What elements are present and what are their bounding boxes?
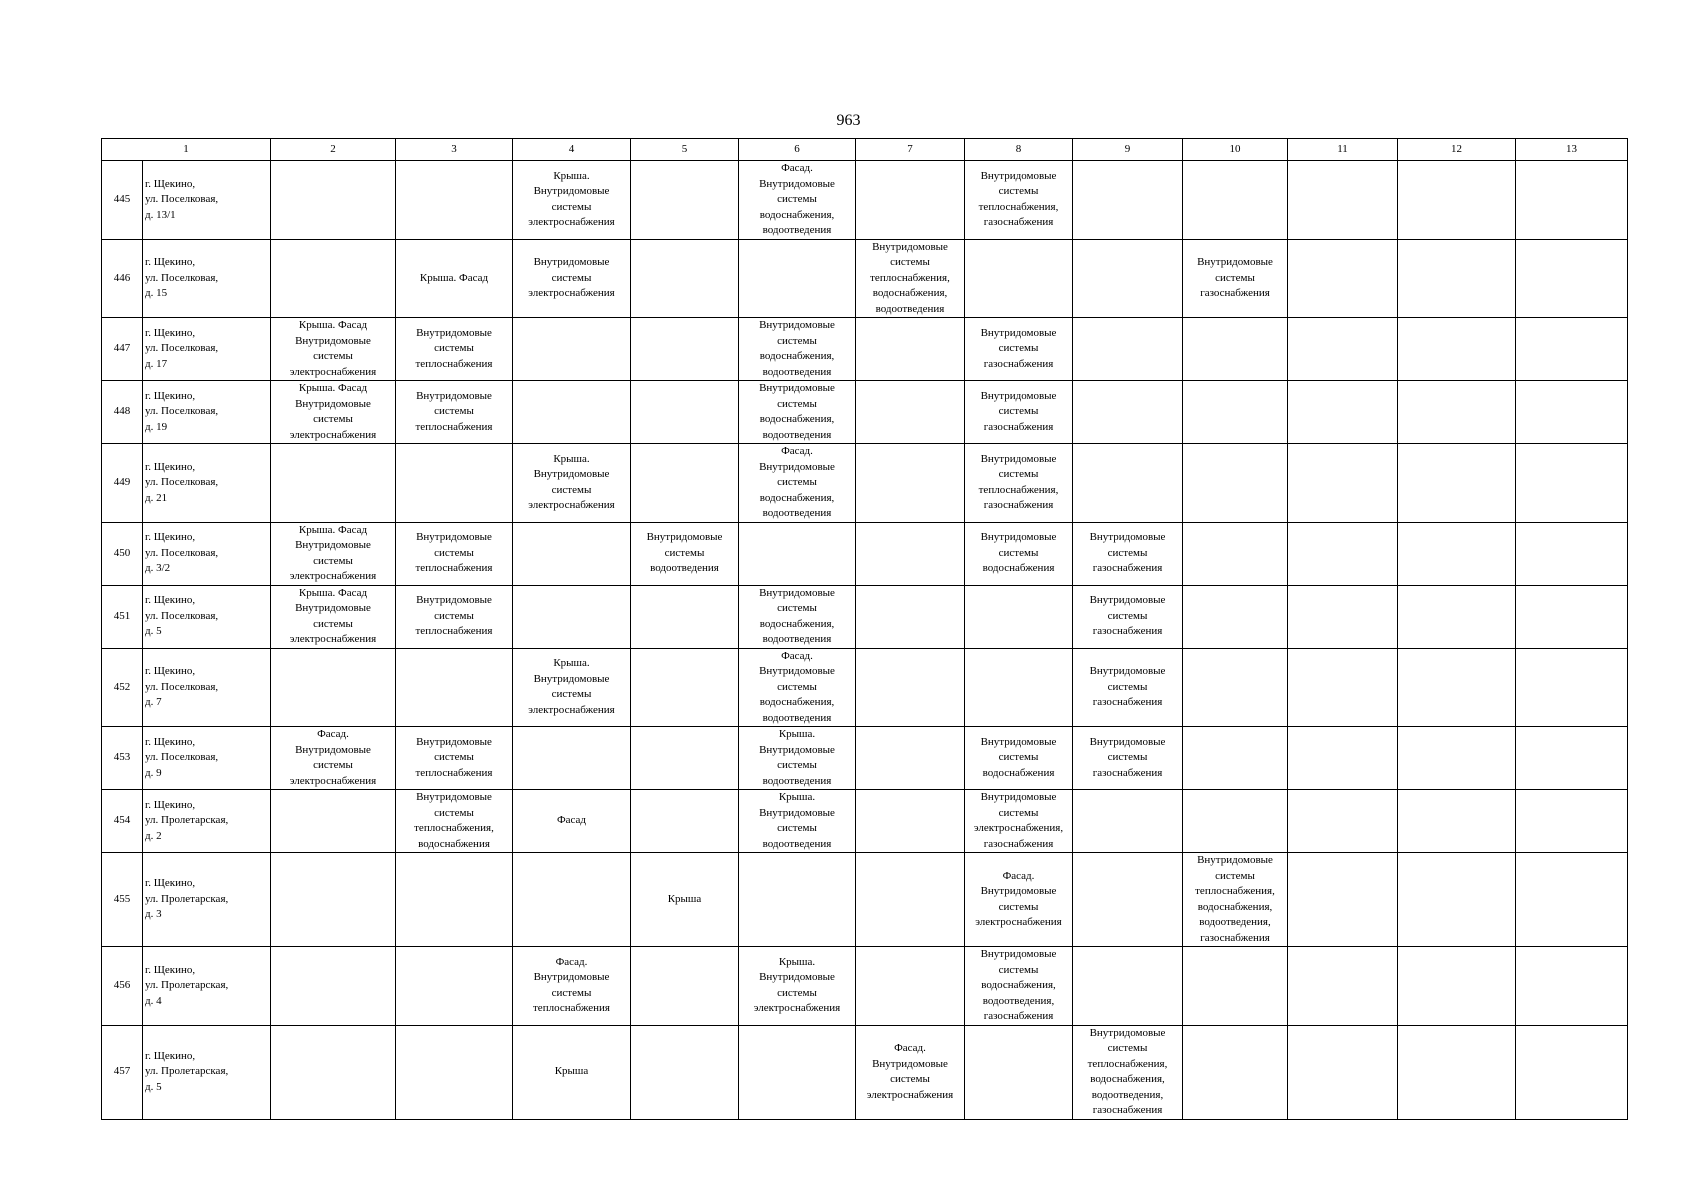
work-cell-col-13 — [1516, 790, 1628, 853]
work-cell-col-9 — [1073, 239, 1183, 318]
table-row — [102, 381, 1628, 444]
row-number: 451 — [102, 585, 143, 648]
row-number: 457 — [102, 1025, 143, 1119]
work-text: Внутридомовые системы газоснабжения — [1197, 256, 1273, 299]
work-cell-col-11 — [1288, 585, 1398, 648]
header-row — [102, 139, 1628, 161]
work-text: Крыша. Фасад Внутридомовые системы электроснабжения — [289, 382, 377, 441]
table-body — [102, 161, 1628, 1120]
address-text: г. Щекино, ул. Пролетарская, д. 4 — [145, 963, 229, 1007]
work-text: Крыша — [554, 1065, 589, 1078]
work-cell-col-13 — [1516, 381, 1628, 444]
address-text: г. Щекино, ул. Поселковая, д. 3/2 — [145, 531, 219, 575]
work-cell-col-13 — [1516, 522, 1628, 585]
address-cell — [143, 1025, 271, 1119]
work-cell-col-2 — [271, 727, 396, 790]
work-cell-col-9 — [1073, 585, 1183, 648]
work-cell-col-2 — [271, 1025, 396, 1119]
work-cell-col-7 — [856, 161, 965, 240]
work-cell-col-3 — [396, 853, 513, 947]
work-text: Внутридомовые системы теплоснабжения — [415, 326, 493, 370]
work-cell-col-9 — [1073, 444, 1183, 523]
row-number: 456 — [102, 947, 143, 1026]
work-cell-col-9 — [1073, 947, 1183, 1026]
row-number: 447 — [102, 318, 143, 381]
work-cell-col-6 — [739, 239, 856, 318]
work-cell-col-8 — [965, 522, 1073, 585]
table-row — [102, 1025, 1628, 1119]
work-cell-col-6 — [739, 585, 856, 648]
address-text: г. Щекино, ул. Поселковая, д. 21 — [145, 460, 219, 504]
work-cell-col-4 — [513, 522, 631, 585]
work-text: Крыша. Внутридомовые системы водоотведения — [759, 791, 835, 850]
work-cell-col-5 — [631, 947, 739, 1026]
address-text: г. Щекино, ул. Поселковая, д. 9 — [145, 735, 219, 779]
address-text: г. Щекино, ул. Пролетарская, д. 5 — [145, 1049, 229, 1093]
work-cell-col-12 — [1398, 444, 1516, 523]
work-cell-col-4 — [513, 239, 631, 318]
work-cell-col-12 — [1398, 790, 1516, 853]
work-cell-col-3 — [396, 1025, 513, 1119]
work-cell-col-9 — [1073, 648, 1183, 727]
work-cell-col-13 — [1516, 1025, 1628, 1119]
address-cell — [143, 790, 271, 853]
address-cell — [143, 947, 271, 1026]
work-text: Фасад. Внутридомовые системы электроснабжения — [866, 1042, 954, 1101]
work-text: Внутридомовые системы теплоснабжения, водоснабжения — [414, 791, 494, 850]
work-cell-col-3 — [396, 522, 513, 585]
work-cell-col-7 — [856, 522, 965, 585]
work-cell-col-6 — [739, 381, 856, 444]
work-cell-col-3 — [396, 585, 513, 648]
work-cell-col-10 — [1183, 318, 1288, 381]
column-header-4: 4 — [513, 139, 631, 161]
work-text: Крыша. Фасад Внутридомовые системы электроснабжения — [289, 319, 377, 378]
row-number: 446 — [102, 239, 143, 318]
work-cell-col-10 — [1183, 853, 1288, 947]
work-cell-col-6 — [739, 318, 856, 381]
work-cell-col-7 — [856, 381, 965, 444]
work-cell-col-8 — [965, 444, 1073, 523]
address-text: г. Щекино, ул. Поселковая, д. 17 — [145, 326, 219, 370]
work-cell-col-2 — [271, 239, 396, 318]
work-cell-col-12 — [1398, 648, 1516, 727]
work-text: Внутридомовые системы теплоснабжения — [415, 594, 493, 638]
work-cell-col-9 — [1073, 381, 1183, 444]
address-cell — [143, 161, 271, 240]
repair-schedule-table — [101, 138, 1628, 1120]
work-text: Внутридомовые системы теплоснабжения — [415, 735, 493, 779]
work-cell-col-9 — [1073, 161, 1183, 240]
work-cell-col-8 — [965, 1025, 1073, 1119]
work-cell-col-5 — [631, 853, 739, 947]
work-cell-col-8 — [965, 648, 1073, 727]
work-cell-col-8 — [965, 853, 1073, 947]
work-text: Фасад. Внутридомовые системы электроснабжения — [975, 869, 1062, 928]
work-cell-col-11 — [1288, 648, 1398, 727]
row-number: 449 — [102, 444, 143, 523]
work-cell-col-10 — [1183, 648, 1288, 727]
work-cell-col-3 — [396, 947, 513, 1026]
work-text: Крыша. Внутридомовые системы электроснабжения — [753, 955, 841, 1015]
work-cell-col-6 — [739, 444, 856, 523]
work-cell-col-4 — [513, 585, 631, 648]
work-text: Внутридомовые системы газоснабжения — [1089, 594, 1166, 638]
address-cell — [143, 585, 271, 648]
work-cell-col-6 — [739, 161, 856, 240]
work-cell-col-7 — [856, 790, 965, 853]
work-cell-col-5 — [631, 585, 739, 648]
work-text: Крыша — [667, 892, 702, 905]
work-cell-col-11 — [1288, 947, 1398, 1026]
table-row — [102, 318, 1628, 381]
work-cell-col-5 — [631, 318, 739, 381]
column-header-5: 5 — [631, 139, 739, 161]
work-text: Крыша. Внутридомовые системы электроснабжения — [528, 452, 615, 512]
address-text: г. Щекино, ул. Поселковая, д. 19 — [145, 389, 219, 433]
row-number: 445 — [102, 161, 143, 240]
row-number: 453 — [102, 727, 143, 790]
work-cell-col-5 — [631, 444, 739, 523]
column-header-8: 8 — [965, 139, 1073, 161]
address-text: г. Щекино, ул. Пролетарская, д. 3 — [145, 877, 229, 921]
work-cell-col-5 — [631, 1025, 739, 1119]
work-cell-col-8 — [965, 727, 1073, 790]
work-cell-col-12 — [1398, 318, 1516, 381]
table-row — [102, 444, 1628, 523]
work-cell-col-2 — [271, 947, 396, 1026]
address-cell — [143, 318, 271, 381]
work-cell-col-12 — [1398, 853, 1516, 947]
work-cell-col-7 — [856, 318, 965, 381]
work-text: Внутридомовые системы водоснабжения, водоотведения — [759, 586, 835, 645]
work-cell-col-11 — [1288, 239, 1398, 318]
column-header-3: 3 — [396, 139, 513, 161]
address-text: г. Щекино, ул. Поселковая, д. 13/1 — [145, 177, 219, 221]
table-row — [102, 161, 1628, 240]
work-cell-col-4 — [513, 444, 631, 523]
work-text: Внутридомовые системы теплоснабжения, водоснабжения, водоотведения, газоснабжения — [1087, 1026, 1168, 1116]
work-text: Внутридомовые системы теплоснабжения, водоснабжения, водоотведения, газоснабжения — [1195, 854, 1275, 944]
work-cell-col-3 — [396, 239, 513, 318]
work-cell-col-13 — [1516, 444, 1628, 523]
work-cell-col-4 — [513, 1025, 631, 1119]
work-cell-col-3 — [396, 648, 513, 727]
work-cell-col-10 — [1183, 790, 1288, 853]
work-cell-col-13 — [1516, 161, 1628, 240]
work-cell-col-3 — [396, 727, 513, 790]
work-cell-col-2 — [271, 318, 396, 381]
work-cell-col-13 — [1516, 648, 1628, 727]
address-cell — [143, 444, 271, 523]
address-cell — [143, 853, 271, 947]
work-cell-col-8 — [965, 161, 1073, 240]
work-cell-col-12 — [1398, 239, 1516, 318]
address-cell — [143, 522, 271, 585]
work-cell-col-8 — [965, 790, 1073, 853]
column-header-13: 13 — [1516, 139, 1628, 161]
work-cell-col-6 — [739, 522, 856, 585]
work-cell-col-5 — [631, 522, 739, 585]
address-text: г. Щекино, ул. Поселковая, д. 15 — [145, 256, 219, 299]
table-row — [102, 853, 1628, 947]
table-row — [102, 947, 1628, 1026]
work-cell-col-5 — [631, 239, 739, 318]
work-text: Внутридомовые системы теплоснабжения, газоснабжения — [978, 169, 1059, 229]
column-header-6: 6 — [739, 139, 856, 161]
work-text: Внутридомовые системы водоснабжения, водоотведения — [759, 382, 835, 441]
work-cell-col-12 — [1398, 947, 1516, 1026]
work-text: Внутридомовые системы газоснабжения — [1089, 735, 1166, 779]
work-cell-col-10 — [1183, 444, 1288, 523]
work-text: Внутридомовые системы водоснабжения, водоотведения — [759, 319, 835, 378]
work-cell-col-10 — [1183, 947, 1288, 1026]
table-row — [102, 585, 1628, 648]
work-text: Внутридомовые системы электроснабжения — [528, 256, 615, 299]
work-cell-col-8 — [965, 947, 1073, 1026]
work-cell-col-2 — [271, 444, 396, 523]
work-text: Внутридомовые системы водоснабжения — [980, 531, 1057, 575]
work-cell-col-6 — [739, 1025, 856, 1119]
work-cell-col-3 — [396, 381, 513, 444]
work-cell-col-5 — [631, 161, 739, 240]
work-text: Крыша. Фасад — [419, 271, 489, 284]
work-cell-col-5 — [631, 381, 739, 444]
work-cell-col-13 — [1516, 585, 1628, 648]
work-cell-col-5 — [631, 790, 739, 853]
work-cell-col-7 — [856, 648, 965, 727]
work-cell-col-12 — [1398, 1025, 1516, 1119]
work-cell-col-6 — [739, 727, 856, 790]
address-cell — [143, 239, 271, 318]
work-cell-col-4 — [513, 161, 631, 240]
work-cell-col-13 — [1516, 318, 1628, 381]
work-text: Внутридомовые системы теплоснабжения — [415, 389, 493, 433]
work-cell-col-8 — [965, 585, 1073, 648]
work-cell-col-13 — [1516, 947, 1628, 1026]
address-cell — [143, 727, 271, 790]
work-text: Крыша. Внутридомовые системы водоотведения — [759, 728, 835, 787]
address-text: г. Щекино, ул. Поселковая, д. 7 — [145, 665, 219, 708]
table-row — [102, 522, 1628, 585]
work-cell-col-4 — [513, 381, 631, 444]
address-cell — [143, 648, 271, 727]
work-cell-col-4 — [513, 648, 631, 727]
work-cell-col-4 — [513, 947, 631, 1026]
work-text: Фасад — [556, 814, 587, 827]
work-cell-col-11 — [1288, 161, 1398, 240]
row-number: 455 — [102, 853, 143, 947]
work-text: Внутридомовые системы газоснабжения — [1089, 665, 1166, 708]
column-header-9: 9 — [1073, 139, 1183, 161]
table-row — [102, 790, 1628, 853]
table-header — [102, 139, 1628, 161]
work-cell-col-2 — [271, 585, 396, 648]
column-header-12: 12 — [1398, 139, 1516, 161]
work-cell-col-11 — [1288, 318, 1398, 381]
work-cell-col-12 — [1398, 585, 1516, 648]
work-cell-col-9 — [1073, 1025, 1183, 1119]
work-text: Фасад. Внутридомовые системы водоснабжения, водоотведения — [759, 445, 835, 519]
work-cell-col-2 — [271, 381, 396, 444]
table-row — [102, 239, 1628, 318]
work-cell-col-11 — [1288, 727, 1398, 790]
work-cell-col-6 — [739, 853, 856, 947]
work-cell-col-7 — [856, 947, 965, 1026]
address-cell — [143, 381, 271, 444]
work-cell-col-9 — [1073, 727, 1183, 790]
page-number: 963 — [836, 112, 861, 129]
work-text: Внутридомовые системы теплоснабжения, газоснабжения — [978, 452, 1059, 512]
work-text: Внутридомовые системы газоснабжения — [980, 389, 1057, 433]
work-cell-col-7 — [856, 239, 965, 318]
work-cell-col-2 — [271, 522, 396, 585]
work-cell-col-10 — [1183, 727, 1288, 790]
work-text: Внутридомовые системы электроснабжения, газоснабжения — [973, 791, 1064, 850]
work-cell-col-8 — [965, 381, 1073, 444]
work-cell-col-8 — [965, 239, 1073, 318]
work-cell-col-10 — [1183, 381, 1288, 444]
work-cell-col-7 — [856, 1025, 965, 1119]
work-text: Внутридомовые системы газоснабжения — [980, 326, 1057, 370]
work-cell-col-11 — [1288, 1025, 1398, 1119]
work-cell-col-9 — [1073, 522, 1183, 585]
column-header-7: 7 — [856, 139, 965, 161]
work-text: Внутридомовые системы водоотведения — [646, 531, 723, 575]
work-text: Фасад. Внутридомовые системы электроснабжения — [289, 728, 377, 787]
work-cell-col-2 — [271, 853, 396, 947]
work-cell-col-6 — [739, 947, 856, 1026]
work-cell-col-4 — [513, 853, 631, 947]
work-cell-col-6 — [739, 790, 856, 853]
row-number: 450 — [102, 522, 143, 585]
work-text: Крыша. Фасад Внутридомовые системы электроснабжения — [289, 586, 377, 645]
work-cell-col-10 — [1183, 1025, 1288, 1119]
work-cell-col-10 — [1183, 522, 1288, 585]
work-cell-col-10 — [1183, 161, 1288, 240]
work-cell-col-4 — [513, 318, 631, 381]
work-cell-col-2 — [271, 790, 396, 853]
work-text: Фасад. Внутридомовые системы водоснабжения, водоотведения — [759, 649, 835, 724]
work-cell-col-10 — [1183, 239, 1288, 318]
work-cell-col-11 — [1288, 381, 1398, 444]
work-cell-col-3 — [396, 790, 513, 853]
work-text: Фасад. Внутридомовые системы теплоснабжения — [533, 955, 610, 1015]
work-cell-col-9 — [1073, 853, 1183, 947]
work-cell-col-12 — [1398, 161, 1516, 240]
work-cell-col-4 — [513, 790, 631, 853]
table-row — [102, 727, 1628, 790]
column-header-11: 11 — [1288, 139, 1398, 161]
work-text: Внутридомовые системы газоснабжения — [1089, 531, 1166, 575]
row-number: 448 — [102, 381, 143, 444]
work-text: Фасад. Внутридомовые системы водоснабжения, водоотведения — [759, 162, 835, 236]
work-cell-col-7 — [856, 853, 965, 947]
work-cell-col-5 — [631, 727, 739, 790]
row-number: 454 — [102, 790, 143, 853]
work-cell-col-7 — [856, 727, 965, 790]
address-text: г. Щекино, ул. Пролетарская, д. 2 — [145, 798, 229, 842]
work-cell-col-11 — [1288, 853, 1398, 947]
work-cell-col-9 — [1073, 318, 1183, 381]
address-text: г. Щекино, ул. Поселковая, д. 5 — [145, 594, 219, 638]
work-cell-col-3 — [396, 444, 513, 523]
column-header-1: 1 — [102, 139, 271, 161]
work-cell-col-2 — [271, 161, 396, 240]
work-cell-col-4 — [513, 727, 631, 790]
work-cell-col-3 — [396, 161, 513, 240]
work-cell-col-2 — [271, 648, 396, 727]
work-cell-col-13 — [1516, 727, 1628, 790]
work-cell-col-12 — [1398, 381, 1516, 444]
work-text: Внутридомовые системы теплоснабжения, водоснабжения, водоотведения — [870, 240, 950, 315]
work-text: Крыша. Фасад Внутридомовые системы электроснабжения — [289, 523, 377, 582]
work-cell-col-7 — [856, 444, 965, 523]
column-header-10: 10 — [1183, 139, 1288, 161]
work-cell-col-5 — [631, 648, 739, 727]
work-text: Внутридомовые системы теплоснабжения — [415, 531, 493, 575]
work-cell-col-13 — [1516, 853, 1628, 947]
work-cell-col-11 — [1288, 444, 1398, 523]
work-cell-col-7 — [856, 585, 965, 648]
work-cell-col-12 — [1398, 727, 1516, 790]
work-cell-col-9 — [1073, 790, 1183, 853]
work-cell-col-12 — [1398, 522, 1516, 585]
work-cell-col-8 — [965, 318, 1073, 381]
table-row — [102, 648, 1628, 727]
work-text: Внутридомовые системы водоснабжения, водоотведения, газоснабжения — [980, 948, 1057, 1022]
column-header-2: 2 — [271, 139, 396, 161]
work-text: Внутридомовые системы водоснабжения — [980, 735, 1057, 779]
work-cell-col-6 — [739, 648, 856, 727]
work-cell-col-13 — [1516, 239, 1628, 318]
work-cell-col-3 — [396, 318, 513, 381]
work-text: Крыша. Внутридомовые системы электроснабжения — [528, 657, 615, 716]
work-text: Крыша. Внутридомовые системы электроснабжения — [528, 169, 615, 229]
row-number: 452 — [102, 648, 143, 727]
work-cell-col-11 — [1288, 522, 1398, 585]
work-cell-col-11 — [1288, 790, 1398, 853]
work-cell-col-10 — [1183, 585, 1288, 648]
